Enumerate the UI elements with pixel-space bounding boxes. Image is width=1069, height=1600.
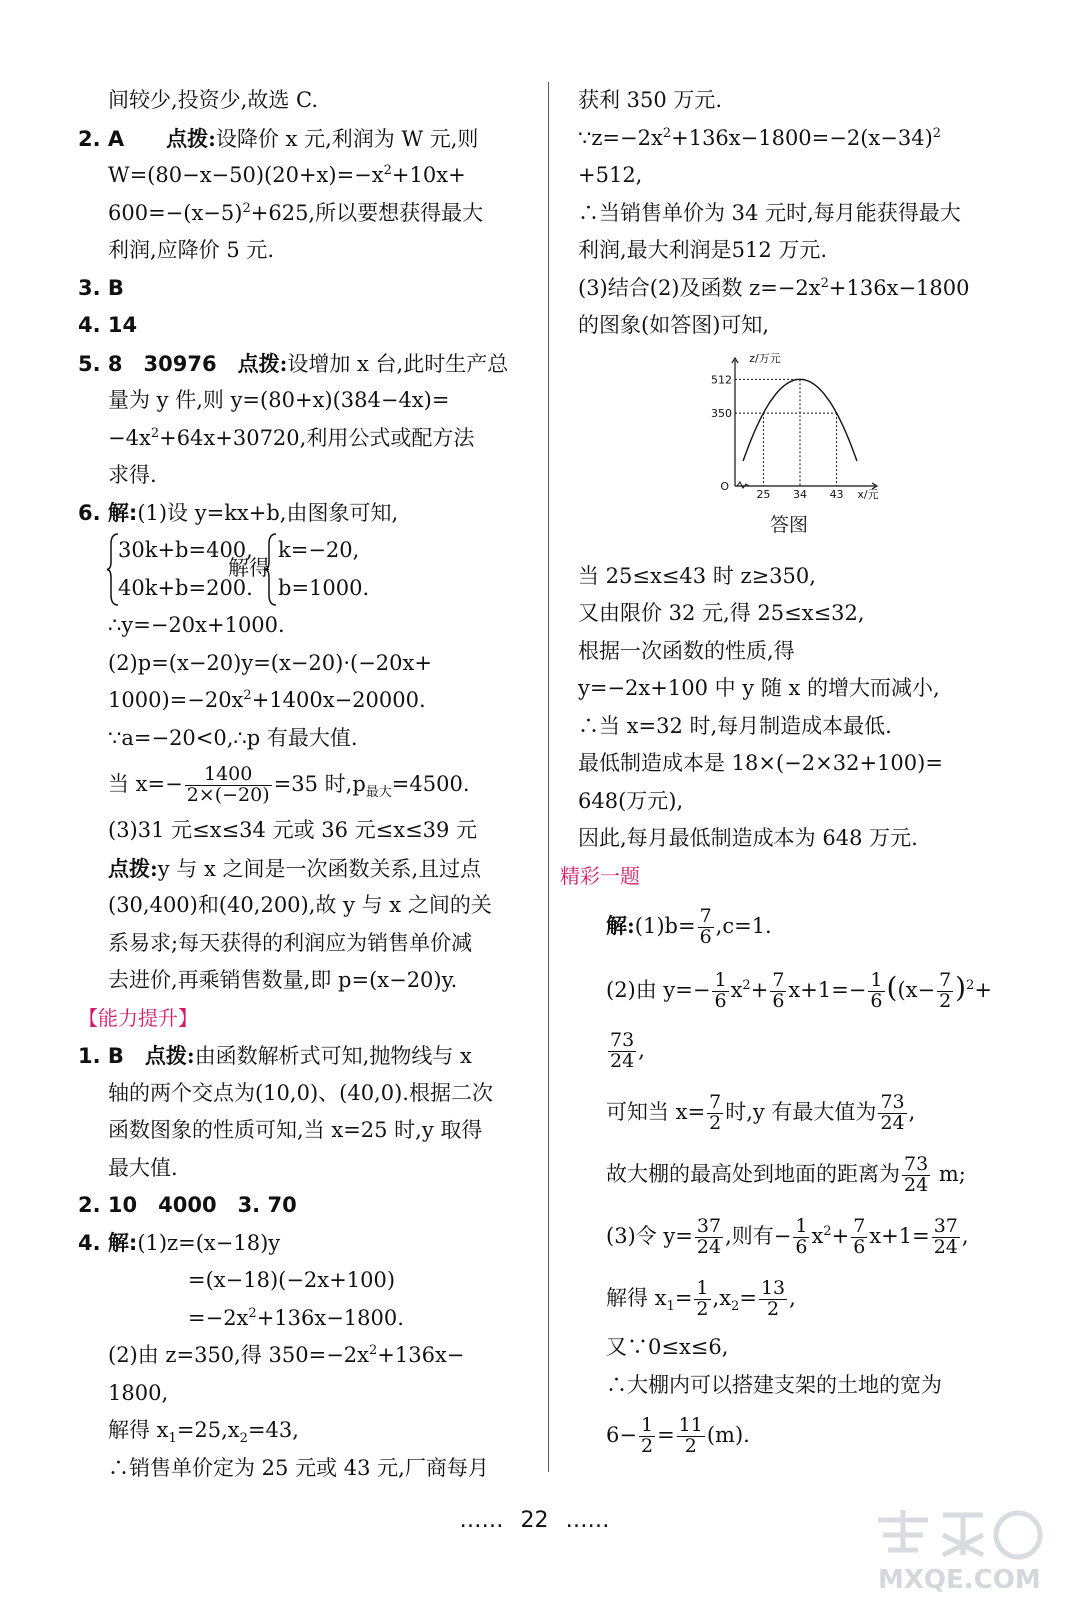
text-line: (2)由 y=− $\frac{1}{6}$ $x^2+$ $\frac{7}{6}$ x+1=− $\frac{1}{6}$ ((x− $\frac{7}{2}$ )$^2$+ [606, 969, 992, 1012]
section-title: 【能力提升】 [78, 1005, 198, 1030]
fraction: $\frac{7}{2}$ [939, 969, 952, 1012]
column-divider [548, 82, 549, 1472]
fraction: $\frac{1400}{2\times(-20)}$ [186, 763, 270, 806]
fraction: $\frac{11}{2}$ [678, 1414, 703, 1457]
y-axis-label: z/万元 [749, 352, 781, 365]
text-line: 可知当 x= $\frac{7}{2}$ 时,y 有最大值为 $\frac{73}{24}$ , [606, 1091, 916, 1134]
solution-row: b=1000. [278, 575, 370, 600]
fraction: $\frac{1}{2}$ [696, 1277, 709, 1320]
solution-row: k=−20, [278, 538, 360, 562]
text-line: 量为 y 件,则 y=(80+x)(384−4x)= [108, 388, 450, 412]
text-line: 间较少,投资少,故选 C. [108, 88, 319, 112]
fraction: $\frac{1}{6}$ [714, 969, 727, 1012]
text-line: $1000)=-20x^2+1400x-20000$. [108, 688, 426, 712]
text-line: 利润,应降价 5 元. [108, 238, 275, 262]
text-line: ∴当 x=32 时,每月制造成本最低. [578, 713, 892, 738]
right-column [560, 82, 1018, 1466]
text-line: $W=(80-x-50)(20+x)=-x^2+10x+$ [108, 163, 466, 187]
text-line: 根据一次函数的性质,得 [578, 638, 795, 663]
text-line: 当 25≤x≤43 时 z≥350, [578, 563, 816, 588]
section-title: 精彩一题 [560, 863, 640, 888]
page-dots: …… [459, 1508, 504, 1533]
text-line: 当 x=− $\frac{1400}{2\times(-20)}$ =35 时$,p_{最大}=4500$. [108, 763, 470, 806]
answer-6: 6. 解:(1)设 y=kx+b,由图象可知, [78, 500, 399, 525]
text-line: 获利 350 万元. [578, 88, 723, 112]
text-line: 6− $\frac{1}{2}$ = $\frac{11}{2}$ (m). [606, 1414, 750, 1457]
text-line: 因此,每月最低制造成本为 648 万元. [578, 826, 918, 850]
equation-system [78, 532, 538, 607]
fraction: $\frac{73}{24}$ [904, 1153, 929, 1196]
text-line: ∴当销售单价为 34 元时,每月能获得最大 [578, 200, 961, 225]
text-line: 648(万元), [578, 788, 684, 813]
fraction: $\frac{7}{6}$ [699, 905, 712, 948]
text-line: 的图象(如答图)可知, [578, 313, 770, 337]
text-line: ∴销售单价定为 25 元或 43 元,厂商每月 [108, 1455, 489, 1480]
fraction: $\frac{1}{6}$ [870, 969, 883, 1012]
origin-label: O [720, 480, 729, 493]
answer-2: 2. A 点拨:设降价 x 元,利润为 W 元,则 [78, 125, 479, 151]
fraction: $\frac{73}{24}$ [610, 1029, 635, 1072]
chart-caption: 答图 [770, 514, 809, 536]
page-dots: …… [565, 1508, 610, 1533]
left-brace-icon [264, 532, 278, 607]
text-line: 1800, [108, 1380, 169, 1405]
y-tick-label: 512 [711, 373, 732, 387]
text-line: 去进价,再乘销售数量,即 p=(x−20)y. [108, 968, 458, 992]
svg-text:MXQE.COM: MXQE.COM [878, 1565, 1041, 1595]
text-line: 轴的两个交点为(10,0)、(40,0).根据二次 [108, 1080, 493, 1105]
fraction: $\frac{7}{6}$ [772, 969, 785, 1012]
text-line: 故大棚的最高处到地面的距离为 $\frac{73}{24}$ m; [606, 1153, 966, 1196]
text-line: 最大值. [108, 1155, 178, 1180]
text-line: 求得. [108, 463, 157, 487]
fraction: $\frac{1}{6}$ [795, 1215, 808, 1258]
text-line: $\frac{73}{24}$ , [610, 1029, 645, 1072]
equation-row: 30k+b=400, [118, 538, 253, 562]
fraction: $\frac{73}{24}$ [880, 1091, 905, 1134]
text-line: ∵a=−20<0,∴p 有最大值. [108, 725, 358, 750]
text-line: (3)31 元≤x≤34 元或 36 元≤x≤39 元 [108, 818, 478, 842]
text-line: 解得 $x_1=25,x_2=43$, [108, 1418, 299, 1447]
answer-4: 4. 14 [78, 313, 138, 337]
text-line: 又∵0≤x≤6, [606, 1335, 729, 1359]
text-line: $600=-(x-5)^2+625$,所以要想获得最大 [108, 200, 484, 225]
answer-4: 4. 解:(1)z=(x−18)y [78, 1230, 281, 1255]
text-line: ∴大棚内可以搭建支架的土地的宽为 [606, 1372, 942, 1397]
text-line: $-4x^2+64x+30720$,利用公式或配方法 [108, 425, 475, 450]
parabola-chart [703, 352, 883, 502]
page-number-text: 22 [520, 1508, 549, 1533]
text-line: (3)令 y= $\frac{37}{24}$ ,则有− $\frac{1}{6}$ $x^2+$ $\frac{7}{6}$ x+1= $\frac{37}{24}$ , [606, 1215, 969, 1258]
fraction: $\frac{13}{2}$ [760, 1277, 786, 1320]
text-line: (3)结合(2)及函数 $z=-2x^2+136x-1800$ [578, 275, 970, 300]
fraction: $\frac{37}{24}$ [696, 1215, 722, 1258]
solve-label: 解得 [228, 556, 270, 580]
fraction: $\frac{7}{2}$ [709, 1091, 722, 1134]
text-line: ∴y=−20x+1000. [108, 613, 285, 637]
fraction: $\frac{1}{2}$ [640, 1414, 654, 1457]
equation-row: 40k+b=200. [118, 575, 253, 600]
text-line: +512, [578, 163, 643, 187]
text-line: $=-2x^2+136x-1800$. [188, 1305, 404, 1330]
watermark-logo-icon [858, 1500, 1058, 1595]
text-line: y=−2x+100 中 y 随 x 的增大而减小, [578, 676, 940, 700]
answer-2-3: 2. 10 4000 3. 70 [78, 1193, 297, 1217]
x-tick-label: 25 [756, 488, 771, 501]
x-axis-label: x/元 [857, 488, 879, 501]
axis-break [737, 482, 755, 488]
text-line: 点拨:y 与 x 之间是一次函数关系,且过点 [108, 855, 482, 881]
text-line: 最低制造成本是 18×(−2×32+100)= [578, 751, 943, 775]
x-tick-label: 34 [793, 488, 807, 501]
text-line: 解:(1)b= $\frac{7}{6}$ ,c=1. [606, 905, 772, 948]
text-line: 函数图象的性质可知,当 x=25 时,y 取得 [108, 1118, 483, 1142]
text-line: 系易求;每天获得的利润应为销售单价减 [108, 930, 473, 955]
text-line: (30,400)和(40,200),故 y 与 x 之间的关 [108, 893, 492, 917]
text-line: 又由限价 32 元,得 25≤x≤32, [578, 601, 865, 625]
answer-3: 3. B [78, 275, 124, 300]
text-line: 利润,最大利润是512 万元. [578, 238, 828, 262]
fraction: $\frac{37}{24}$ [933, 1215, 958, 1258]
y-tick-label: 350 [711, 407, 732, 421]
x-tick-label: 43 [829, 488, 844, 501]
answer-1: 1. B 点拨:由函数解析式可知,抛物线与 x [78, 1043, 472, 1068]
text-line: =(x−18)(−2x+100) [188, 1268, 396, 1292]
text-line: (2)由 z=350,得 $350=-2x^2+136x-$ [108, 1343, 465, 1367]
fraction: $\frac{7}{6}$ [853, 1215, 866, 1258]
left-column [78, 82, 538, 1487]
text-line: $\because z=-2x^2+136x-1800=-2(x-34)^2$ [578, 125, 942, 150]
text-line: 解得 $x_1=$ $\frac{1}{2}$ $,x_2=$ $\frac{13}{2}$ , [606, 1277, 796, 1320]
answer-5: 5. 8 30976 点拨:设增加 x 台,此时生产总 [78, 350, 509, 376]
text-line: (2)p=(x−20)y=(x−20)·(−20x+ [108, 650, 432, 675]
